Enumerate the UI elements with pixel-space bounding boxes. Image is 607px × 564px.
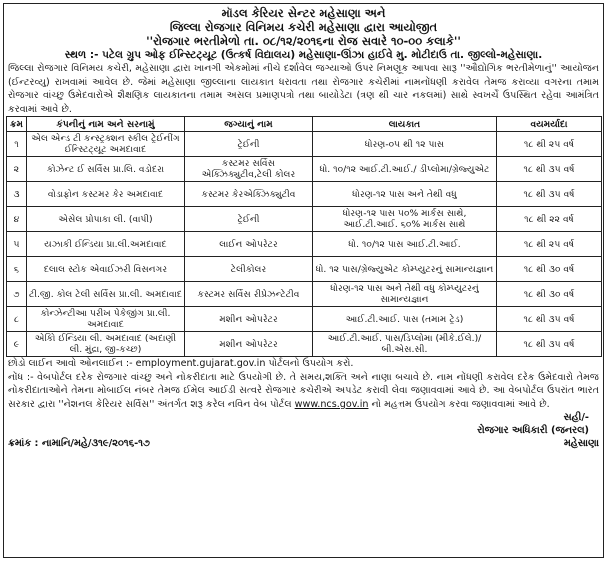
- row-qualification: ધો. ૧૨ પાસ/ગ્રેજ્યુએટ કોમ્પ્યુટરનું સામાન્યજ્ઞાન: [313, 257, 497, 282]
- row-sr: ૭: [7, 282, 27, 307]
- row-age: ૧૮ થી ૩૦ વર્ષ: [497, 282, 602, 307]
- row-sr: ૮: [7, 307, 27, 332]
- col-header-sr: ક્રમ: [7, 117, 27, 132]
- row-qualification: ધોરણ-૧૨ પાસ ૫૦% માર્કસ સાથે, આઈ.ટી.આઈ. ૬૦% માર્કસ સાથે: [313, 207, 497, 232]
- row-company: યઝાકી ઈન્ડિયા પ્રા.લી.અમદાવાદ: [27, 232, 185, 257]
- col-header-post: જગ્યાનું નામ: [185, 117, 313, 132]
- row-company: એકિો ઈન્ડિયા લી. અમદાવાદ (અદાણી લી. મુંદ્રા, જી-કચ્છ): [27, 332, 185, 357]
- row-qualification: ધોરણ-૧૨ પાસ અને તેથી વધુ કોમ્પ્યુટરનું સામાન્યજ્ઞાન: [313, 282, 497, 307]
- order-number: ક્રમાંક : નામાનિ/મહે/૩૧૯/૨૦૧૬-૧૭: [8, 438, 150, 449]
- row-qualification: ધો. ૧૦/૧૨ પાસ આઈ.ટી.આઈ.: [313, 232, 497, 257]
- header-line-2: જિલ્લા રોજગાર વિનિમય કચેરી મહેસાણા દ્વારા આયોજીત: [169, 20, 438, 34]
- officer-title: રોજગાર અધિકારી (જનરલ): [477, 425, 589, 436]
- row-post: ટ્રેઈની: [185, 207, 313, 232]
- row-age: ૧૮ થી ૨૨ વર્ષ: [497, 207, 602, 232]
- city-name: મહેસાણા: [563, 438, 599, 449]
- row-post: લાઈન ઓપરેટર: [185, 232, 313, 257]
- col-header-age: વયમર્યાદા: [497, 117, 602, 132]
- row-sr: ૩: [7, 182, 27, 207]
- table-row: [7, 232, 602, 257]
- row-qualification: ધોરણ-૧૨ પાસ અને તેથી વધુ: [313, 182, 497, 207]
- note-suffix: નો મહત્તમ ઉપયોગ કરવા જણાવવામાં આવે છે.: [368, 398, 550, 410]
- signature-mark: સહી/-: [563, 412, 589, 423]
- table-row: [7, 257, 602, 282]
- col-header-qualification: લાયકાત: [313, 117, 497, 132]
- row-company: એલ એન્ડ ટી કન્સ્ટ્રક્શન સ્કીલ ટ્રેઈનીંગ ઈન્સ્ટિટ્યૂટ અમદાવાદ: [27, 132, 185, 157]
- row-sr: ૯: [7, 332, 27, 357]
- ncs-portal-link[interactable]: www.ncs.gov.in: [294, 398, 369, 410]
- col-header-company: કંપનીનું નામ અને સરનામું: [27, 117, 185, 132]
- header-line-3: ''રોજગાર ભરતીમેળો તા. ૦૮/૧૨/૨૦૧૬ના રોજ સવારે ૧૦-૦૦ કલાકે'': [146, 34, 461, 48]
- advertisement-page: [3, 3, 604, 558]
- row-sr: ૧: [7, 132, 27, 157]
- row-age: ૧૮ થી ૩૫ વર્ષ: [497, 307, 602, 332]
- online-portal-line: [4, 357, 603, 371]
- row-age: ૧૮ થી ૩૫ વર્ષ: [497, 182, 602, 207]
- venue-line: સ્થળ :- પટેલ ગ્રુપ ઓફ ઈન્સ્ટિટ્યૂટ (ઉત્કર્ષ વિદ્યાલય) મહેસાણા-ઊંઝા હાઈવે મુ. મોટીદાઉ તા. જીલ્લો-મહેસાણા.: [64, 49, 543, 61]
- table-row: [7, 332, 602, 357]
- online-portal-prefix: છોડો લાઈન આવો ઓનલાઈન :-: [8, 358, 136, 369]
- jobs-table: [6, 116, 602, 357]
- row-post: કસ્ટમર સર્વિસ રીપ્રેઝન્ટેટીવ: [185, 282, 313, 307]
- row-company: ટી.જી. કોલ ટેલી સર્વિસ પ્રા.લી. અમદાવાદ: [27, 282, 185, 307]
- header-line-1: મૉડલ કેરિયર સેન્ટર મહેસાણા અને: [221, 6, 386, 20]
- online-portal-suffix: પોર્ટલનો ઉપયોગ કરો.: [265, 358, 354, 369]
- intro-paragraph: જિલ્લા રોજગાર વિનિમય કચેરી, મહેસાણા દ્વારા ખાનગી એકમોમાં નીચે દર્શાવેલ જગ્યાઓ ઉપર નિમણૂક આપવા સારૂ ''ઔદ્યોગિક ભરતીમેળાનું'' આયોજન (ઈન્ટરવ્યુ) રાખવામાં આવેલ છે. જેમાં મહેસાણા જીલ્લાના લાયકાત ધરાવતા તથા રોજગાર કચેરીમાં નામનોંધણી કરાવેલ તેમજ કરાવ્યા વગરના તમામ રોજગાર વાંચ્છુ ઉમેદવારોએ શૈક્ષણિક લાયકાતના તમામ અસલ પ્રમાણપત્રો તથા બાયોડેટા (ત્રણ થી ચાર નકલમાં) સાથે સ્વખર્ચે ઉપસ્થિત રહેવા આમંત્રિત કરવામાં આવે છે.: [8, 63, 599, 115]
- row-age: ૧૮ થી ૩૦ વર્ષ: [497, 257, 602, 282]
- table-row: [7, 157, 602, 182]
- table-header-row: [7, 117, 602, 132]
- employment-portal-link[interactable]: employment.gujarat.gov.in: [135, 358, 266, 369]
- row-age: ૧૮ થી ૩૫ વર્ષ: [497, 157, 602, 182]
- note-text: નોંધ :- વેબપોર્ટલ દરેક રોજગાર વાંચ્છુ અને નોકરીદાતા માટે ઉપયોગી છે. તે સમય,શક્તિ અને નાણા બચાવે છે. નામ નોંધણી કરાવેલ દરેક ઉમેદવારો તેમજ નોકરીદાતાઓને તેમના મોબાઈલ નંબર તેમજ ઈમેલ આઈડી સત્વરે રોજગાર કચેરીએ અપડેટ કરાવી લેવા જણાવવામાં આવે છે. આ વેબપોર્ટલ ઉપરાંત ભારત સરકાર દ્વારા ''નેશનલ કેરિયર સર્વિસ'' અંતર્ગત શરૂ કરેલ નવિન વેબ પોર્ટલ: [8, 371, 599, 410]
- row-qualification: આઈ.ટી.આઈ. પાસ/ડિપ્લોમા (મીકે.ઈલે.)/ બી.એસ.સી.: [313, 332, 497, 357]
- table-row: [7, 182, 602, 207]
- row-age: ૧૮ થી ૨૫ વર્ષ: [497, 232, 602, 257]
- table-row: [7, 132, 602, 157]
- table-row: [7, 282, 602, 307]
- row-post: ટ્રેઈની: [185, 132, 313, 157]
- row-post: મશીન ઓપરેટર: [185, 307, 313, 332]
- row-company: કોઝેન્ટ ઈ સર્વિસ પ્રા.લિ. વડોદરા: [27, 157, 185, 182]
- row-post: કસ્ટમર કેરએક્ઝિક્યુટીવ: [185, 182, 313, 207]
- row-sr: ૪: [7, 207, 27, 232]
- row-qualification: આઈ.ટી.આઈ. પાસ (તમામ ટ્રેડ): [313, 307, 497, 332]
- row-sr: ૫: [7, 232, 27, 257]
- bottom-line: [4, 437, 603, 450]
- table-row: [7, 207, 602, 232]
- note-paragraph: [4, 371, 603, 412]
- row-company: કોન્ઝેન્ટીઆ પરીખ પેકેજીંગ પ્રા.લી. અમદાવાદ: [27, 307, 185, 332]
- row-age: ૧૮ થી ૨૫ વર્ષ: [497, 132, 602, 157]
- row-age: ૧૮ થી ૩૫ વર્ષ: [497, 332, 602, 357]
- row-sr: ૨: [7, 157, 27, 182]
- row-company: દલાલ સ્ટોક એવાઈઝરી વિસનગર: [27, 257, 185, 282]
- table-row: [7, 307, 602, 332]
- row-post: ટેલીકોલર: [185, 257, 313, 282]
- row-company: વોડાફોન કસ્ટમર કેર અમદાવાદ: [27, 182, 185, 207]
- row-post: કસ્ટમર સર્વિસ એક્ઝિક્યુટીવ,ટેલી કોલર: [185, 157, 313, 182]
- row-qualification: ધો. ૧૦/૧૨ આઈ.ટી.આઈ./ ડીપ્લોમા/ગ્રેજ્યુએટ: [313, 157, 497, 182]
- row-post: મશીન ઓપરેટર: [185, 332, 313, 357]
- row-qualification: ધોરણ-૦૫ થી ૧૨ પાસ: [313, 132, 497, 157]
- row-sr: ૬: [7, 257, 27, 282]
- row-company: એસેલ પ્રોપાકા લી. (વાપી): [27, 207, 185, 232]
